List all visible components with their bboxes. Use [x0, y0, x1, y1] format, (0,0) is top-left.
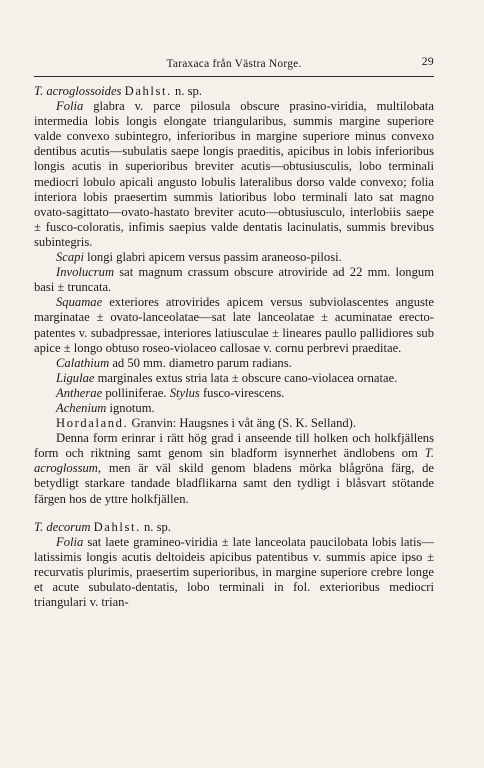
remark-paragraph	[34, 431, 434, 506]
species-heading	[34, 84, 434, 99]
page-body	[34, 84, 434, 610]
scapi-label: Scapi	[56, 250, 84, 265]
calathium-paragraph	[34, 356, 434, 371]
squamae-text: exteriores atrovirides apicem versus subviolascentes anguste marginatae ± ovato-lanceolatae—sat late lanceolatae ± acuminatae erecto-patentes v. subadpressae, interiores latiusculae ± lineares paullo pallidiores sub apice ± longo obtuso roseo-violaceo callosae v. cornu perbrevi praeditae.	[34, 295, 434, 355]
header-rule	[34, 76, 434, 77]
folia-paragraph	[34, 99, 434, 250]
achenium-paragraph	[34, 401, 434, 416]
ligulae-paragraph	[34, 371, 434, 386]
running-title: Taraxaca från Västra Norge.	[166, 58, 302, 70]
calathium-text: ad 50 mm. diametro parum radians.	[112, 355, 292, 370]
scapi-text: longi glabri apicem versus passim araneoso-pilosi.	[87, 250, 342, 265]
remark-text-before: Denna form erinrar i rätt hög grad i anseende till holken och holkfjällens form och riktning samt genom sin bladform isynnerhet ändlobens om	[34, 431, 434, 461]
scapi-paragraph	[34, 250, 434, 265]
species-status: n. sp.	[143, 519, 171, 534]
page-number: 29	[421, 54, 434, 68]
remark-text-after: men är väl skild genom bladens mörka blågröna färg, de betydligt starkare tandade bladflikarna samt den tydligt i blåsvart stötande färgen hos de yttre holkfjällen.	[34, 461, 434, 506]
achenium-text: ignotum.	[109, 400, 155, 415]
squamae-paragraph	[34, 295, 434, 355]
folia-label: Folia	[56, 534, 84, 549]
calathium-label: Calathium	[56, 355, 110, 370]
involucrum-text: sat magnum crassum obscure atroviride ad 22 mm. longum basi ± truncata.	[34, 265, 434, 295]
species-heading	[34, 520, 434, 535]
species-name: T. decorum	[34, 519, 91, 534]
folia-text: sat laete gramineo-viridia ± late lanceolata paucilobata lobis latis—latissimis longis acutis deltoideis apicibus patentibus v. summis apice ipso ± recurvatis plurimis, praesertim superioribus, in margine superiore crebre longe et acute subulato-dentatis, lobo terminali in fol. exterioribus mediocri triangulari v. trian-	[34, 534, 434, 610]
achenium-label: Achenium	[56, 400, 107, 415]
species-name: T. acroglossoides	[34, 84, 122, 98]
antherae-paragraph	[34, 386, 434, 401]
stylus-label: Stylus	[169, 385, 200, 400]
ligulae-label: Ligulae	[56, 370, 95, 385]
stylus-text: fusco-virescens.	[202, 385, 285, 400]
species-status: n. sp.	[175, 84, 202, 98]
locality-paragraph	[34, 416, 434, 431]
remark-taxon: T. acroglossum,	[34, 446, 434, 476]
section-gap	[34, 507, 434, 520]
species-author: Dahlst.	[93, 519, 141, 534]
species-author: Dahlst.	[124, 84, 172, 98]
folia-text: glabra v. parce pilosula obscure prasino-viridia, multilobata intermedia lobis longis elongate triangularibus, summis margine superiore valde convexo subintegro, inferioribus in margine superiore minus convexo dentibus acutis—subulatis saepe longis praeditis, apicibus in lobis inferioribus longis acutis in superioribus breviter acutis—obtusiusculis, lobo terminali mediocri lobulo apicali angusto lobulis lateralibus dorso valde convexo; folia interiora lobis praesertim summis latioribus lobo terminali lato sat magno ovato-sagittato—ovato-hastato breviter acuto—obtusiusculo, interlobiis saepe ± fusco-coloratis, infimis saepius valde dentatis lacinulatis, summis brevibus subintegris.	[34, 99, 434, 249]
folia-label: Folia	[56, 99, 84, 114]
ligulae-text: marginales extus stria lata ± obscure cano-violacea ornatae.	[97, 370, 398, 385]
locality-region: Hordaland.	[56, 416, 129, 431]
involucrum-label: Involucrum	[56, 265, 115, 280]
squamae-label: Squamae	[56, 295, 103, 310]
antherae-text: polliniferae.	[105, 385, 167, 400]
folia-paragraph	[34, 535, 434, 610]
involucrum-paragraph	[34, 265, 434, 295]
antherae-label: Antherae	[56, 385, 103, 400]
locality-text: Granvin: Haugsnes i våt äng (S. K. Selland).	[131, 416, 357, 431]
